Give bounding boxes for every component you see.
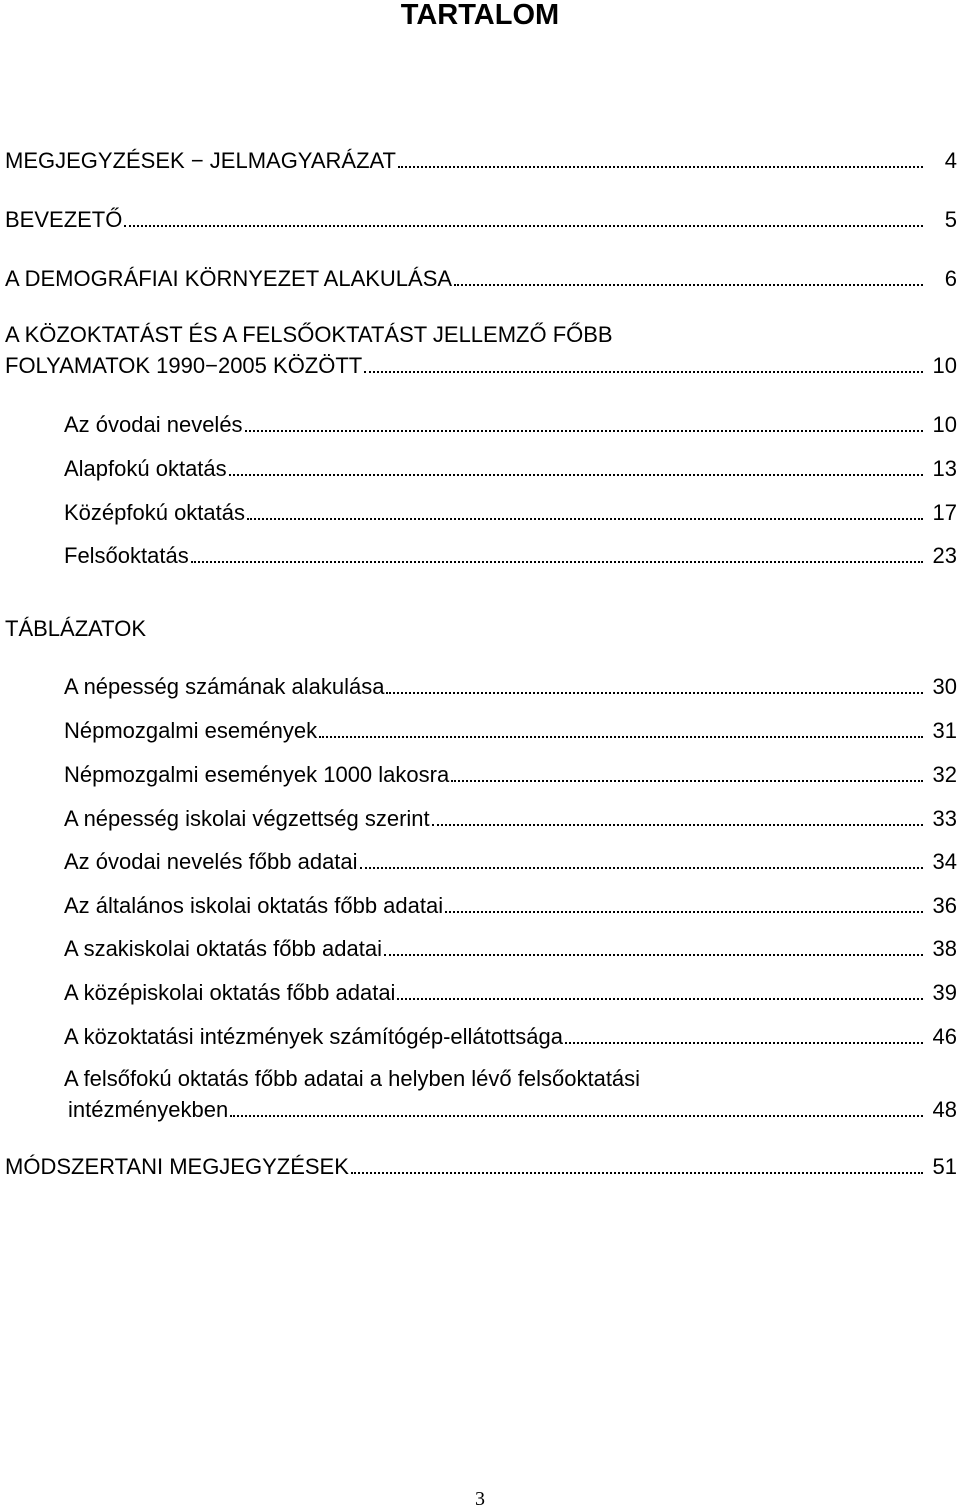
toc-entry-vital-events[interactable] (64, 718, 957, 744)
toc-entry-page: 30 (932, 674, 957, 699)
toc-entry-secondary-education[interactable] (64, 500, 957, 526)
dot-leader (454, 284, 923, 286)
toc-entry-label: A népesség számának alakulása (64, 674, 385, 699)
dot-leader (398, 166, 923, 168)
toc-entry-vocational-school-data[interactable] (64, 936, 957, 962)
toc-entry-page: 13 (932, 456, 957, 481)
toc-entry-notes-legend[interactable] (5, 148, 957, 174)
toc-entry-higher-education-data[interactable] (68, 1097, 957, 1123)
toc-entry-page: 32 (932, 762, 957, 787)
dot-leader (319, 736, 923, 738)
dot-leader (565, 1042, 923, 1044)
toc-entry-page: 48 (932, 1097, 957, 1122)
toc-entry-label: Az óvodai nevelés (64, 412, 243, 437)
dot-leader (386, 692, 923, 694)
toc-entry-label: FOLYAMATOK 1990−2005 KÖZÖTT (5, 353, 363, 378)
toc-entry-page: 5 (944, 207, 957, 232)
toc-entry-label: Népmozgalmi események (64, 718, 318, 743)
toc-entry-page: 51 (932, 1154, 957, 1179)
toc-entry-education-processes-line1: A KÖZOKTATÁST ÉS A FELSŐOKTATÁST JELLEMZŐ FŐBB (5, 322, 613, 347)
toc-entry-higher-education[interactable] (64, 543, 957, 569)
toc-entry-page: 34 (932, 849, 957, 874)
dot-leader (351, 1172, 923, 1174)
toc-entry-population-count[interactable] (64, 674, 957, 700)
toc-entry-page: 36 (932, 893, 957, 918)
toc-entry-label: A szakiskolai oktatás főbb adatai (64, 936, 382, 961)
toc-entry-secondary-school-data[interactable] (64, 980, 957, 1006)
toc-entry-label: intézményekben (68, 1097, 229, 1122)
dot-leader (230, 1115, 923, 1117)
toc-entry-label: MEGJEGYZÉSEK − JELMAGYARÁZAT (5, 148, 396, 173)
dot-leader (445, 911, 923, 913)
dot-leader (451, 780, 923, 782)
dot-leader (384, 954, 923, 956)
toc-entry-label: A népesség iskolai végzettség szerint (64, 806, 430, 831)
dot-leader (360, 867, 923, 869)
dot-leader (247, 518, 923, 520)
dot-leader (245, 430, 923, 432)
toc-entry-page: 10 (932, 412, 957, 437)
toc-entry-demographic-environment[interactable] (5, 266, 957, 292)
toc-entry-primary-education[interactable] (64, 456, 957, 482)
toc-entry-higher-education-data-line1: A felsőfokú oktatás főbb adatai a helyben lévő felsőoktatási (64, 1066, 641, 1091)
toc-entry-label: A közoktatási intézmények számítógép-ellátottsága (64, 1024, 563, 1049)
dot-leader (124, 225, 923, 227)
page-number: 3 (475, 1488, 485, 1510)
toc-entry-computer-supply[interactable] (64, 1024, 957, 1050)
dot-leader (229, 474, 923, 476)
toc-entry-label: A középiskolai oktatás főbb adatai (64, 980, 396, 1005)
toc-entry-label: Felsőoktatás (64, 543, 189, 568)
dot-leader (191, 561, 923, 563)
toc-entry-page: 17 (932, 500, 957, 525)
toc-entry-label: Alapfokú oktatás (64, 456, 227, 481)
toc-entry-page: 46 (932, 1024, 957, 1049)
toc-entry-page: 39 (932, 980, 957, 1005)
toc-entry-page: 6 (944, 266, 957, 291)
toc-entry-page: 33 (932, 806, 957, 831)
toc-entry-page: 4 (944, 148, 957, 173)
toc-entry-introduction[interactable] (5, 207, 957, 233)
toc-entry-primary-school-data[interactable] (64, 893, 957, 919)
toc-section-tables: TÁBLÁZATOK (5, 616, 147, 641)
dot-leader (364, 371, 923, 373)
toc-entry-label: Az óvodai nevelés főbb adatai (64, 849, 358, 874)
toc-entry-vital-events-per-1000[interactable] (64, 762, 957, 788)
toc-entry-methodological-notes[interactable] (5, 1154, 957, 1180)
toc-entry-population-by-education[interactable] (64, 806, 957, 832)
toc-entry-page: 31 (932, 718, 957, 743)
toc-entry-label: MÓDSZERTANI MEGJEGYZÉSEK (5, 1154, 349, 1179)
toc-entry-kindergarten-data[interactable] (64, 849, 957, 875)
dot-leader (432, 824, 923, 826)
toc-entry-education-processes[interactable] (5, 353, 957, 379)
toc-entry-kindergarten[interactable] (64, 412, 957, 438)
toc-entry-label: Az általános iskolai oktatás főbb adatai (64, 893, 444, 918)
toc-entry-page: 10 (932, 353, 957, 378)
toc-entry-label: Népmozgalmi események 1000 lakosra (64, 762, 450, 787)
toc-entry-page: 23 (932, 543, 957, 568)
page-title: TARTALOM (400, 0, 560, 31)
toc-entry-label: Középfokú oktatás (64, 500, 246, 525)
toc-entry-page: 38 (932, 936, 957, 961)
dot-leader (397, 998, 923, 1000)
toc-entry-label: A DEMOGRÁFIAI KÖRNYEZET ALAKULÁSA (5, 266, 453, 291)
toc-entry-label: BEVEZETŐ (5, 207, 123, 232)
